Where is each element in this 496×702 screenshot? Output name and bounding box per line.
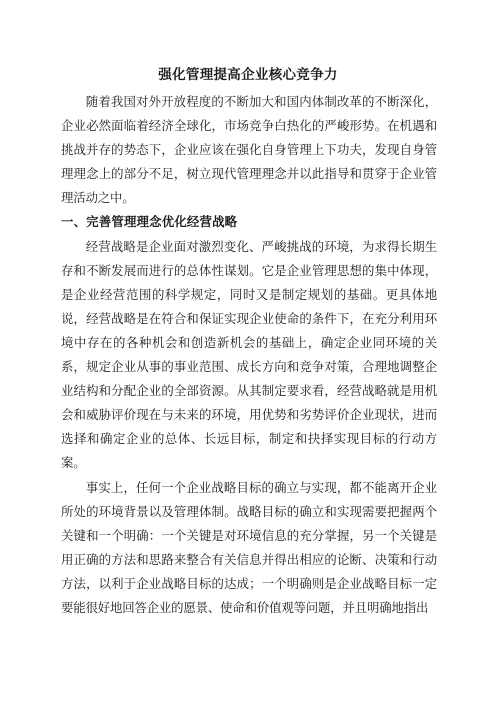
body-paragraph: 经营战略是企业面对激烈变化、严峻挑战的环境，为求得长期生存和不断发展而进行的总体性谋划。它是企业管理思想的集中体现，是企业经营范围的科学规定，同时又是制定规划的基础。更具体地说，经营战略是在符合和保证实现企业使命的条件下，在充分利用环境中存在的各种机会和创造新机会的基础上，确定企业同环境的关系，规定企业从事的事业范围、成长方向和竞争对策，合理地调整企业结构和分配企业的全部资源。从其制定要求看，经营战略就是用机会和威胁评价现在与未来的环境，用优势和劣势评价企业现状，进而选择和确定企业的总体、长远目标，制定和抉择实现目标的行动方案。 bbox=[61, 238, 437, 471]
document-body bbox=[61, 90, 437, 620]
section-heading: 一、完善管理理念优化经营战略 bbox=[61, 214, 238, 230]
document-title: 强化管理提高企业核心竞争力 bbox=[158, 67, 338, 83]
intro-paragraph: 随着我国对外开放程度的不断加大和国内体制改革的不断深化，企业必然面临着经济全球化，市场竞争白热化的严峻形势。在机遇和挑战并存的势态下，企业应该在强化自身管理上下功夫，发现自身管理理念上的部分不足，树立现代管理理念并以此指导和贯穿于企业管理活动之中。 bbox=[61, 94, 437, 206]
body-paragraph: 事实上，任何一个企业战略目标的确立与实现，都不能离开企业所处的环境背景以及管理体制。战略目标的确立和实现需要把握两个关键和一个明确：一个关键是对环境信息的充分掌握，另一个关键是用正确的方法和思路来整合有关信息并得出相应的论断、决策和行动方法，以利于企业战略目标的达成；一个明确则是企业战略目标一定要能很好地回答企业的愿景、使命和价值观等问题，并且明确地指出 bbox=[61, 479, 437, 615]
